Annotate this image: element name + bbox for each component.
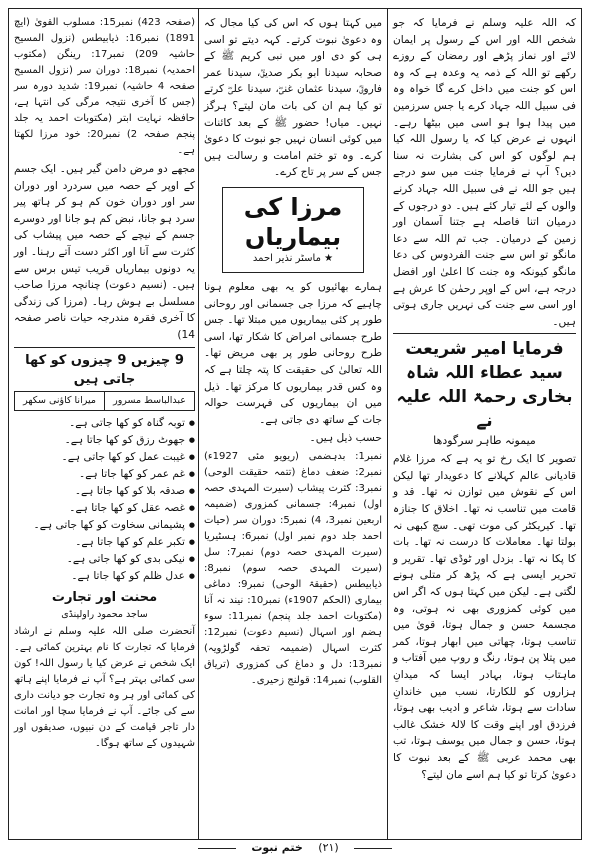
article-author: میمونہ طاہر سرگودھا xyxy=(433,434,536,448)
right-column xyxy=(388,9,581,839)
page-frame xyxy=(8,8,582,840)
disease-references: نمبر1: بدہضمی (ریویو مئی 1927ء) نمبر2: ضعف دماغ (تتمہ حقیقت الوحی) نمبر3: کثرت پیشاب (سیرت المہدی حصہ اول) نمبر4: جسمانی کمزوری (ضمیمہ اربعین نمبر3، 4) نمبر5: دوران سر (حیات احمد جلد دوم نمبر اول) نمبر6: ہسٹیریا (سیرت المہدی حصہ دوم) نمبر7: سل (سیرت المہدی حصہ سوم) نمبر8: ذیابیطس (حقیقۃ الوحی) نمبر9: دماغی بیماری (الحکم 1907ء) نمبر10: نیند نہ آنا (مکتوبات احمد جلد پنجم) نمبر11: سوء ہضم اور اسہال (نسیم دعوت) نمبر12: کثرت اسہال (ضمیمہ تحفہ گولڑویہ) نمبر13: دل و دماغ کی کمزوری (تریاق القلوب) نمبر14: قولنج زحیری۔ xyxy=(204,450,383,686)
list-item: ● غصہ عقل کو کھا جاتا ہے۔ xyxy=(14,500,195,517)
diseases-intro-paragraph: ہمارے بھائیوں کو یہ بھی معلوم ہونا چاہیے کہ مرزا جی جسمانی اور روحانی طور پر کئی بیماریوں میں مبتلا تھا۔ جس طرح جسمانی امراض کا شکار تھا، اسی طرح روحانی طور پر بھی مریض تھا۔ اللہ تعالیٰ کی حقیقت کا پتہ چلتا ہے کہ وہ کس قدر بیماریوں کا مرکز تھا۔ ذیل میں ان بیماریوں کی فہرست حوالہ جات کے ساتھ دی جاتی ہے۔ xyxy=(204,280,382,426)
sayings-authors-table xyxy=(14,391,195,412)
list-item: ● توبہ گناہ کو کھا جاتی ہے۔ xyxy=(14,415,195,432)
list-item: ● غیبت عمل کو کھا جاتی ہے۔ xyxy=(14,449,195,466)
list-item: ● عدل ظلم کو کھا جاتا ہے۔ xyxy=(14,568,195,585)
trade-author: ساجد محمود راولپنڈی xyxy=(61,609,148,621)
sayings-list xyxy=(14,415,195,585)
trade-paragraph: آنحضرت صلی اللہ علیہ وسلم نے ارشاد فرمایا کہ تجارت کا نام بہترین کمائی ہے۔ ایک شخص نے عرض کیا یا رسول اللہ! کون سی کمائی بہتر ہے؟ آپ نے فرمایا اپنے ہاتھ کی کمائی اور ہر وہ تجارت جو دیانت داری سے کی جائے۔ آپ نے فرمایا سچا اور امانت دار تاجر قیامت کے دن نبیوں، صدیقوں اور شہیدوں کے ساتھ ہوگا۔ xyxy=(14,625,195,749)
divider xyxy=(393,333,576,334)
author-cell: عبدالباسط مسرور xyxy=(105,391,195,411)
sayings-heading: 9 چیزیں 9 چیزوں کو کھا جاتی ہیں xyxy=(25,352,184,387)
list-item: ● غم عمر کو کھا جاتا ہے۔ xyxy=(14,466,195,483)
article-title-box xyxy=(222,187,364,273)
location-cell: میرانا کاؤنی سکھر xyxy=(15,391,105,411)
page-number: (۲۱) xyxy=(318,841,339,854)
hadith-paragraph: کہ اللہ علیہ وسلم نے فرمایا کہ جو شخص اللہ اور اس کے رسول پر ایمان لائے اور نماز پڑھے اور رمضان کے روزے رکھے تو اللہ کے ذمہ یہ وعدہ ہے کہ وہ اس کو جنت میں داخل کرے گا خواہ وہ فی سبیل اللہ جہاد کرے یا جس سرزمین میں پیدا ہوا ہو اسی میں بیٹھا رہے۔ انہوں نے عرض کیا کہ یا رسول اللہ کیا ہم لوگوں کو اس کی بشارت نہ سنا دیں؟ آپ نے فرمایا جنت میں سو درجے ہیں جو اللہ نے فی سبیل اللہ جہاد کرنے والوں کے لئے تیار کئے ہیں۔ دو درجوں کے درمیان اتنا فاصلہ ہے جتنا آسمان اور زمین کے درمیان۔ جب تم اللہ سے دعا مانگو تو اس سے جنت الفردوس کی دعا مانگو کیونکہ وہ جنت کا اعلیٰ اور افضل درجہ ہے، اس کے اوپر رحمٰن کا عرش ہے اور اسی سے جنت کی نہریں جاری ہوتی ہیں۔ xyxy=(393,17,576,328)
article-title-author: ★ ماسٹر نذیر احمد xyxy=(252,252,334,264)
middle-column xyxy=(198,9,388,839)
page-footer xyxy=(0,841,590,859)
left-column xyxy=(9,9,200,839)
mirza-quote-paragraph: مجھے دو مرض دامن گیر ہیں۔ ایک جسم کے اوپر کے حصہ میں سردرد اور دوران سر اور دوران خون کم ہو کر ہاتھ پیر سرد ہو جانا، نبض کم ہو جانا اور دوسرے جسم کے نیچے کے حصہ میں پیشاب کی کثرت سے آنا اور اکثر دست آتے رہنا۔ اور یہ دونوں بیماریاں قریب تیس برس سے ہیں۔ (نسیم دعوت) چنانچہ مرزا صاحب مسلسل بے ہوش رہا۔ (مرزا کی زندگی کا آخری فقرہ مندرجہ حیات ناصر صفحہ 14) xyxy=(14,163,195,341)
list-item: ● پشیمانی سخاوت کو کھا جاتی ہے۔ xyxy=(14,517,195,534)
list-item: ● جھوٹ رزق کو کھا جاتا ہے۔ xyxy=(14,432,195,449)
divider xyxy=(14,347,195,348)
list-item: ● صدقہ بلا کو کھا جاتا ہے۔ xyxy=(14,483,195,500)
bukhari-quote-paragraph: تصویر کا ایک رخ تو یہ ہے کہ مرزا غلام قادیانی عالم کہلانے کا دعویدار تھا لیکن اس کے نقوش میں توازن نہ تھا۔ قد و قامت میں تناسب نہ تھا۔ اخلاق کا جنازہ تھا۔ کیریکٹر کی موت تھی۔ سچ کبھی نہ بولتا تھا۔ معاملات کا درست نہ تھا۔ بات کا پکا نہ تھا۔ بزدل اور ٹوڈی تھا۔ تقریر و تحریر ایسی ہے کہ پڑھ کر متلی ہونے لگتی ہے۔ لیکن میں کہتا ہوں کہ اگر اس میں کوئی کمزوری بھی نہ ہوتی، وہ مجسمۂ حسن و جمال ہوتا، قویٰ میں تناسب ہوتا، چھاتی میں ابھار ہوتا، کمر میں پتلا پن ہوتا، رنگ و روپ میں آفتاب و ماہتاب ہوتا، بہادر ایسا کہ میدانِ ہزاروں کو للکارتا، نسب میں خاندانِ سادات سے ہوتا، شاعر و ادیب بھی ہوتا، فرزدق اور اپنے وقت کا لالۂ خشک غالب ہوتا، حسن و جمال میں یوسف ہوتا، تب بھی محمد عربی ﷺ کے بعد نبوت کا دعویٰ کرتا تو کیا ہم اسے مان لیتے؟ xyxy=(393,453,576,781)
list-item: ● نیکی بدی کو کھا جاتی ہے۔ xyxy=(14,551,195,568)
article-heading-bukhari: فرمایا امیر شریعت سید عطاء اللہ شاہ بخاری رحمۃ اللہ علیہ نے xyxy=(396,339,573,432)
list-intro: حسب ذیل ہیں۔ xyxy=(309,432,382,445)
magazine-name: ختم نبوت xyxy=(251,841,303,854)
article-title: مرزا کی بیماریاں xyxy=(243,192,343,251)
intro-paragraph: میں کہتا ہوں کہ اس کی کیا مجال کہ وہ دعویٰ نبوت کرتے۔ کہہ دیتے تو اسی ہی کو دی اور میں نبی کریم ﷺ کے صحابہ سیدنا ابو بکر صدیقؓ، سیدنا عمر فاروقؓ، سیدنا عثمان غنیؓ، سیدنا علیؓ کرتے تو کیا ہم ان کی بات مان لیتے؟ ہرگز نہیں۔ میاں! حضور ﷺ کے بعد کائنات میں کوئی انسان نہیں جو نبوت کا دعویٰ کرے۔ وہ تو ختم امامت و رسالت ہیں جس کے سر پر تاج کرے۔ xyxy=(204,17,382,179)
footer-rule xyxy=(198,848,236,849)
footer-rule xyxy=(354,848,392,849)
references-continued: (صفحہ 423) نمبر15: مسلوب القویٰ (ایچ 1891) نمبر16: ذیابیطس (نزول المسیح حاشیہ 209) نمبر17: رینگن (مکتوب احمدیہ) نمبر18: دوران سر (نزول المسیح صفحہ 4 حاشیہ) نمبر19: شدید دورہ سر (جس کا آخری نتیجہ مرگی کی انتہا ہے، حافظہ نہایت ابتر (مکتوبات احمد یہ جلد پنجم صفحہ 2) نمبر20: خود مرزا لکھتا ہے۔ xyxy=(14,17,196,156)
list-item: ● تکبر علم کو کھا جاتا ہے۔ xyxy=(14,534,195,551)
trade-heading: محنت اور تجارت xyxy=(51,590,158,606)
